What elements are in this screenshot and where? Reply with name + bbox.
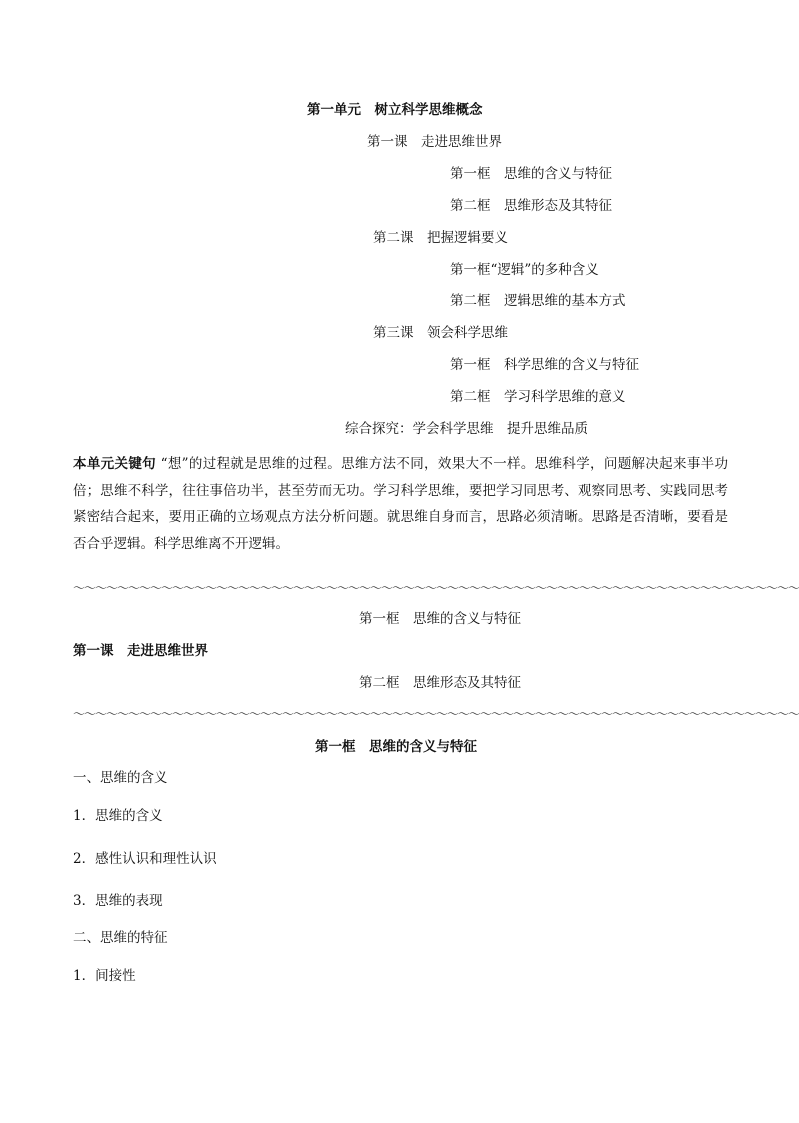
section-2-heading: 二、思维的特征 <box>73 930 168 946</box>
toc-inquiry: 综合探究：学会科学思维 提升思维品质 <box>345 421 588 437</box>
section-1-heading: 一、思维的含义 <box>73 770 168 786</box>
section-1-item-1: 1．思维的含义 <box>73 808 163 824</box>
toc-lesson-1-frame-2: 第二框 思维形态及其特征 <box>450 198 612 214</box>
tilde-separator-top: ～～～～～～～～～～～～～～～～～～～～～～～～～～～～～～～～～～～～～～～～～～～～～～～～～～～～～～～～～～～～～～～～～～ <box>73 581 799 595</box>
map-bottom-item: 第二框 思维形态及其特征 <box>359 675 521 691</box>
section-1-item-2: 2．感性认识和理性认识 <box>73 851 217 867</box>
content-title: 第一框 思维的含义与特征 <box>315 739 477 755</box>
toc-lesson-1-frame-1: 第一框 思维的含义与特征 <box>450 166 612 182</box>
map-top-item: 第一框 思维的含义与特征 <box>359 611 521 627</box>
toc-lesson-3-frame-2: 第二框 学习科学思维的意义 <box>450 389 626 405</box>
key-sentence-label: 本单元关键句 <box>73 456 156 472</box>
toc-lesson-3: 第三课 领会科学思维 <box>373 325 508 341</box>
map-lesson: 第一课 走进思维世界 <box>73 643 208 659</box>
section-2-item-1: 1．间接性 <box>73 968 136 984</box>
toc-lesson-1: 第一课 走进思维世界 <box>367 134 502 150</box>
unit-title: 第一单元 树立科学思维概念 <box>307 102 483 118</box>
toc-lesson-2-frame-1: 第一框“逻辑”的多种含义 <box>450 262 599 278</box>
toc-lesson-2: 第二课 把握逻辑要义 <box>373 230 508 246</box>
toc-lesson-2-frame-2: 第二框 逻辑思维的基本方式 <box>450 293 626 309</box>
toc-lesson-3-frame-1: 第一框 科学思维的含义与特征 <box>450 357 639 373</box>
unit-key-sentence-paragraph <box>73 451 728 558</box>
section-1-item-3: 3．思维的表现 <box>73 893 163 909</box>
tilde-separator-bottom: ～～～～～～～～～～～～～～～～～～～～～～～～～～～～～～～～～～～～～～～～～～～～～～～～～～～～～～～～～～～～～～～～～～ <box>73 707 799 721</box>
key-sentence-text: “想”的过程就是思维的过程。思维方法不同，效果大不一样。思维科学，问题解决起来事半功倍；思维不科学，往往事倍功半，甚至劳而无功。学习科学思维，要把学习同思考、观察同思考、实践同思考紧密结合起来，要用正确的立场观点方法分析问题。就思维自身而言，思路必须清晰。思路是否清晰，要看是否合乎逻辑。科学思维离不开逻辑。 <box>73 456 729 553</box>
